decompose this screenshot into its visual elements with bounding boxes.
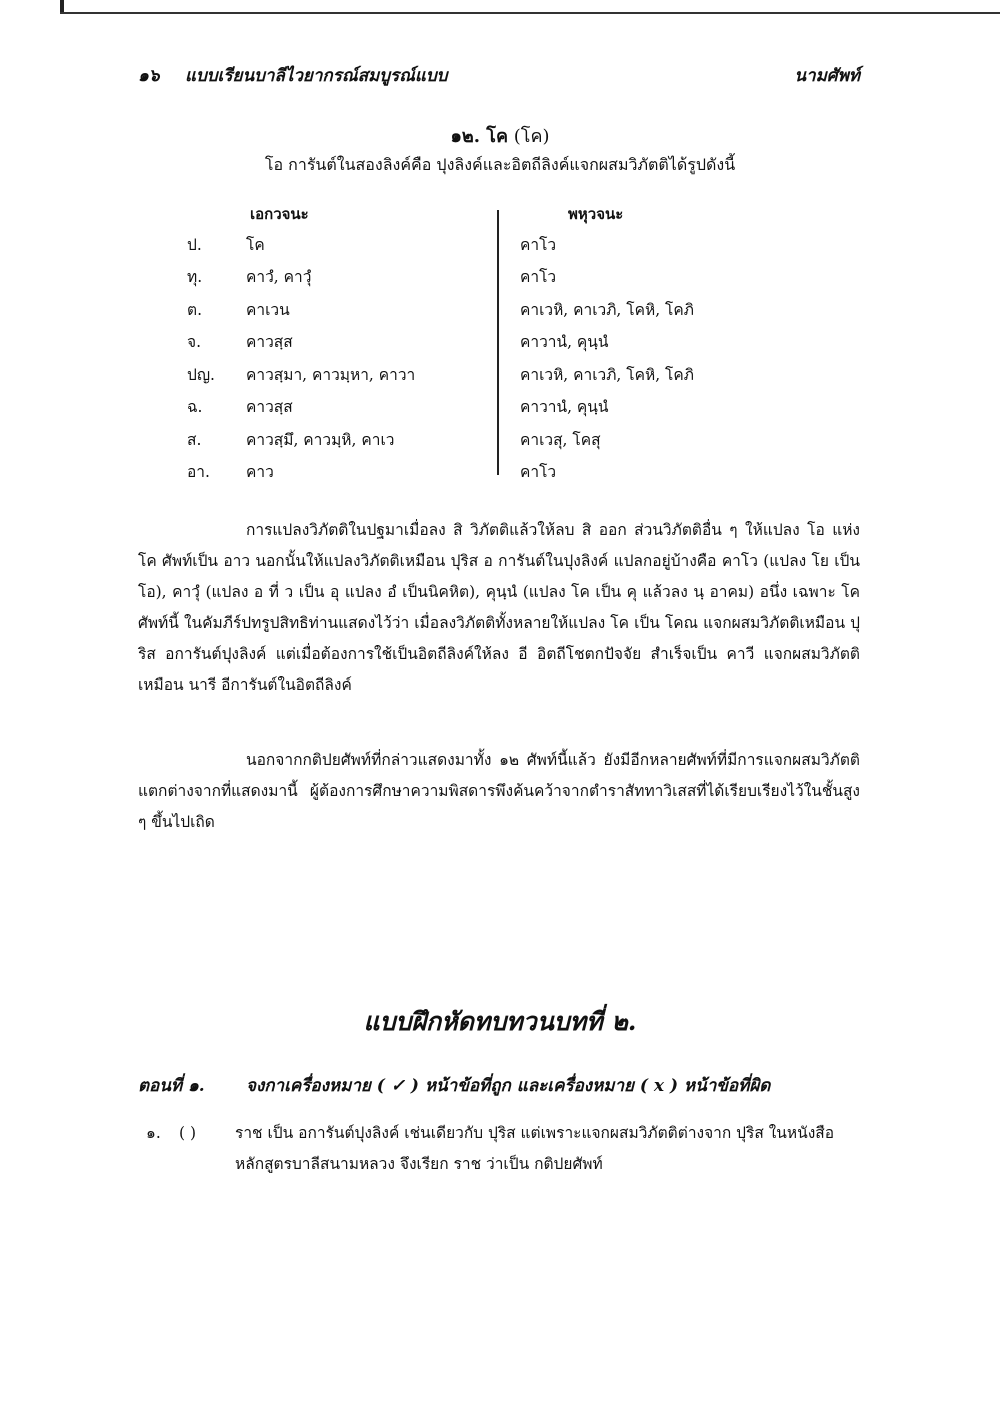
plural-column-header: พหุวจนะ bbox=[568, 205, 624, 223]
explanation-text: การแปลงวิภัตติในปฐมาเมื่อลง สิ วิภัตติแล้วให้ลบ สิ ออก ส่วนวิภัตติอื่น ๆ ให้แปลง โอ แห่ง โค ศัพท์เป็น อาว นอกนั้นให้แปลงวิภัตติเหมือน ปุริส อ การันต์ในปุงลิงค์ แปลกอยู่บ้างคือ คาโว (แปลง โย เป็น โอ), คาวุํ (แปลง อ ที่ ว เป็น อุ แปลง อํ เป็นนิคหิต), คุนฺนํ (แปลง โค เป็น คุ แล้วลง นฺ อาคม) อนึ่ง เฉพาะ โค ศัพท์นี้ ในคัมภีร์ปทรูปสิทธิท่านแสดงไว้ว่า เมื่อลงวิภัตติทั้งหลายให้แปลง โค เป็น โคณ แจกผสมวิภัตติเหมือน ปุริส อการันต์ปุงลิงค์ แต่เมื่อต้องการใช้เป็นอิตถีลิงค์ให้ลง อี อิตถีโชตกปัจจัย สำเร็จเป็น คาวี แจกผสมวิภัตติเหมือน นารี อีการันต์ในอิตถีลิงค์ bbox=[138, 521, 860, 694]
singular-form: โค bbox=[246, 236, 265, 254]
case-label: ปญ. bbox=[187, 366, 215, 384]
question-text: ราช เป็น อการันต์ปุงลิงค์ เช่นเดียวกับ ปุริส แต่เพราะแจกผสมวิภัตติต่างจาก ปุริส ในหนังสือ หลักสูตรบาลีสนามหลวง จึงเรียก ราช ว่าเป็น กติปยศัพท์ bbox=[235, 1124, 835, 1173]
case-label: ฉ. bbox=[187, 398, 203, 416]
plural-form: คาวานํ, คุนฺนํ bbox=[520, 333, 609, 351]
case-label: ส. bbox=[187, 431, 202, 449]
singular-form: คาว bbox=[246, 463, 274, 481]
closing-paragraph bbox=[138, 745, 860, 838]
plural-form: คาโว bbox=[520, 268, 557, 286]
declension-row bbox=[0, 459, 1000, 487]
page-top-border bbox=[60, 12, 1000, 14]
declension-row bbox=[0, 362, 1000, 390]
singular-form: คาวสฺมา, คาวมฺหา, คาวา bbox=[246, 366, 416, 384]
section-heading-paren: (โค) bbox=[513, 126, 550, 147]
declension-row bbox=[0, 232, 1000, 260]
singular-form: คาเวน bbox=[246, 301, 290, 319]
case-label: ป. bbox=[187, 236, 202, 254]
declension-row bbox=[0, 329, 1000, 357]
singular-form: คาวสฺมึ, คาวมฺหิ, คาเว bbox=[246, 431, 395, 449]
plural-form: คาโว bbox=[520, 236, 557, 254]
exercise-part-heading bbox=[138, 1072, 860, 1099]
plural-form: คาเวหิ, คาเวภิ, โคหิ, โคภิ bbox=[520, 366, 694, 384]
case-label: ทุ. bbox=[187, 268, 203, 286]
part-label: ตอนที่ ๑. bbox=[138, 1076, 205, 1096]
singular-form: คาวสฺส bbox=[246, 333, 293, 351]
book-title: แบบเรียนบาลีไวยากรณ์สมบูรณ์แบบ bbox=[185, 66, 448, 86]
declension-row bbox=[0, 264, 1000, 292]
explanation-paragraph bbox=[138, 515, 860, 701]
singular-form: คาวสฺส bbox=[246, 398, 293, 416]
plural-form: คาเวหิ, คาเวภิ, โคหิ, โคภิ bbox=[520, 301, 694, 319]
singular-form: คาวํ, คาวุํ bbox=[246, 268, 312, 286]
section-heading bbox=[0, 121, 1000, 150]
case-label: อา. bbox=[187, 463, 210, 481]
closing-text: นอกจากกติปยศัพท์ที่กล่าวแสดงมาทั้ง ๑๒ ศัพท์นี้แล้ว ยังมีอีกหลายศัพท์ที่มีการแจกผสมวิภัตติแตกต่างจากที่แสดงมานี้ ผู้ต้องการศึกษาความพิสดารพึงค้นคว้าจากตำราสัททาวิเสสที่ได้เรียบเรียงไว้ในชั้นสูง ๆ ขึ้นไปเถิด bbox=[138, 751, 860, 831]
page-number: ๑๖ bbox=[138, 66, 160, 86]
case-label: ต. bbox=[187, 301, 202, 319]
answer-box[interactable]: ( ) bbox=[179, 1124, 197, 1142]
declension-row bbox=[0, 427, 1000, 455]
section-subtitle: โอ การันต์ในสองลิงค์คือ ปุงลิงค์และอิตถีลิงค์แจกผสมวิภัตติได้รูปดังนี้ bbox=[264, 155, 736, 174]
question-number: ๑. bbox=[146, 1124, 161, 1142]
plural-form: คาเวสุ, โคสุ bbox=[520, 431, 601, 449]
section-heading-word: ๑๒. โค bbox=[450, 126, 509, 147]
plural-form: คาวานํ, คุนฺนํ bbox=[520, 398, 609, 416]
declension-row bbox=[0, 297, 1000, 325]
singular-column-header: เอกวจนะ bbox=[250, 205, 309, 223]
case-label: จ. bbox=[187, 333, 202, 351]
plural-form: คาโว bbox=[520, 463, 557, 481]
exercise-title: แบบฝึกหัดทบทวนบทที่ ๒. bbox=[363, 1007, 637, 1036]
running-section-title: นามศัพท์ bbox=[794, 66, 860, 86]
part-instruction: จงกาเครื่องหมาย ( ✓ ) หน้าข้อที่ถูก และเครื่องหมาย ( x ) หน้าข้อที่ผิด bbox=[246, 1076, 771, 1096]
declension-row bbox=[0, 394, 1000, 422]
